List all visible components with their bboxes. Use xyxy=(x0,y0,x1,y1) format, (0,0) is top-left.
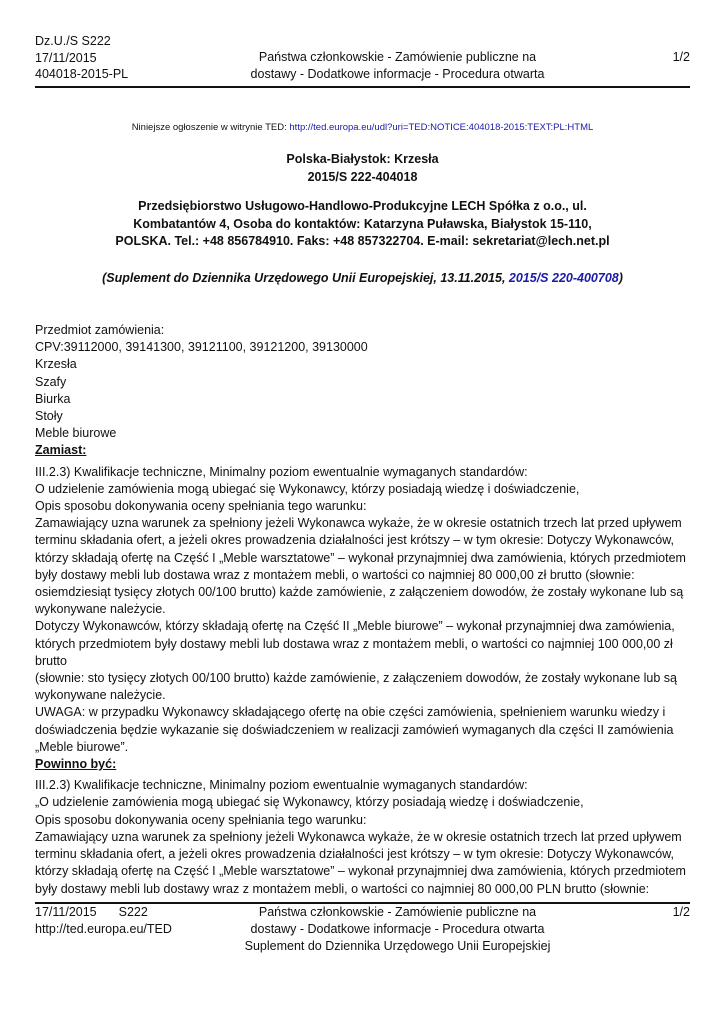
should-be-line: Zamawiający uzna warunek za spełniony jeżeli Wykonawca wykaże, że w okresie ostatnich trzech lat przed upływem xyxy=(35,829,682,844)
notice-title-line: Polska-Białystok: Krzesła xyxy=(286,152,439,166)
instead-line: III.2.3) Kwalifikacje techniczne, Minimalny poziom ewentualnie wymaganych standardów: xyxy=(35,464,528,479)
footer-center-line: Państwa członkowskie - Zamówienie publiczne na xyxy=(258,905,537,919)
supplement-text: (Suplement do Dziennika Urzędowego Unii Europejskiej, 13.11.2015, xyxy=(102,271,509,285)
journal-ref: Dz.U./S S222 xyxy=(35,34,111,48)
subject-section xyxy=(35,322,695,442)
subject-item: Szafy xyxy=(35,374,67,389)
instead-section xyxy=(35,464,695,756)
organization-line: Kombatantów 4, Osoba do kontaktów: Katarzyna Puławska, Białystok 15-110, xyxy=(133,216,592,231)
instead-line: wykonywane należycie. xyxy=(35,688,166,703)
instead-line: doświadczenia będzie wykazanie się doświadczeniem w realizacji zamówień wymaganych dla części II zamówienia xyxy=(35,722,674,737)
instead-line: terminu składania ofert, a jeżeli okres prowadzenia działalności jest krótszy – w tym okresie: Dotyczy Wykonawców, xyxy=(35,533,675,548)
instead-line: Zamawiający uzna warunek za spełniony jeżeli Wykonawca wykaże, że w okresie ostatnich trzech lat przed upływem xyxy=(35,516,682,531)
should-be-line: terminu składania ofert, a jeżeli okres prowadzenia działalności jest krótszy – w tym okresie: Dotyczy Wykonawców, xyxy=(35,847,675,862)
notice-id: 2015/S 222-404018 xyxy=(307,169,418,184)
organization-line: POLSKA. Tel.: +48 856784910. Faks: +48 857322704. E-mail: sekretariat@lech.net.pl xyxy=(115,234,610,248)
instead-line: których przedmiotem były dostawy mebli lub dostawa wraz z montażem mebli, o wartości co najmniej 100 000,00 zł brutto xyxy=(35,636,673,668)
cpv-codes: CPV:39112000, 39141300, 39121100, 39121200, 39130000 xyxy=(35,340,368,355)
subject-item: Meble biurowe xyxy=(35,426,117,441)
header-center-line: dostawy - Dodatkowe informacje - Procedura otwarta xyxy=(250,66,545,81)
instead-line: O udzielenie zamówienia mogą ubiegać się Wykonawcy, którzy posiadają wiedzę i doświadczenie, xyxy=(35,481,580,496)
header-page-number: 1/2 xyxy=(672,50,690,64)
instead-line: „Meble biurowe”. xyxy=(35,739,129,754)
instead-line: (słownie: sto tysięcy złotych 00/100 brutto) każde zamówienie, z załączeniem dowodów, że zostały wykonane lub są xyxy=(35,671,677,686)
should-be-heading: Powinno być: xyxy=(35,757,117,772)
footer-left xyxy=(35,904,172,938)
instead-line: wykonywane należycie. xyxy=(35,602,166,617)
should-be-line: III.2.3) Kwalifikacje techniczne, Minimalny poziom ewentualnie wymaganych standardów: xyxy=(35,778,528,793)
page-header xyxy=(0,0,725,90)
footer-center-line: dostawy - Dodatkowe informacje - Procedura otwarta xyxy=(250,922,545,936)
should-be-line: „O udzielenie zamówienia mogą ubiegać się Wykonawcy, którzy posiadają wiedzę i doświadczenie, xyxy=(35,795,584,810)
instead-line: którzy składają ofertę na Część I „Meble warsztatowe” – wykonał przynajmniej dwa zamówienia, których przedmiotem xyxy=(35,550,686,565)
subject-line: Przedmiot zamówienia: xyxy=(35,323,165,337)
header-date: 17/11/2015 xyxy=(35,50,97,65)
notice-body xyxy=(35,322,695,898)
should-be-line: którzy składają ofertę na Część I „Meble warsztatowe” – wykonał przynajmniej dwa zamówienia, których przedmiotem xyxy=(35,864,686,879)
header-center-line: Państwa członkowskie - Zamówienie publiczne na xyxy=(258,50,537,64)
footer-page-number: 1/2 xyxy=(672,905,690,919)
instead-line: osiemdziesiąt tysięcy złotych 00/100 brutto) każde zamówienie, z załączeniem dowodów, że zostały wykonane lub są xyxy=(35,585,684,600)
instead-line: były dostawy mebli lub dostawa wraz z montażem mebli, o wartości co najmniej 80 000,00 zł brutto (słownie: xyxy=(35,567,635,582)
notice-title xyxy=(35,151,690,186)
footer-date: 17/11/2015 xyxy=(35,905,97,919)
should-be-line: Opis sposobu dokonywania oceny spełniania tego warunku: xyxy=(35,812,367,827)
footer-center xyxy=(220,904,575,955)
header-divider xyxy=(35,86,690,88)
notice-number: 404018-2015-PL xyxy=(35,67,129,81)
footer-url: http://ted.europa.eu/TED xyxy=(35,922,172,936)
subject-item: Krzesła xyxy=(35,357,77,372)
ted-notice-link[interactable]: http://ted.europa.eu/udl?uri=TED:NOTICE:404018-2015:TEXT:PL:HTML xyxy=(289,122,594,133)
instead-line: Dotyczy Wykonawców, którzy składają ofertę na Część II „Meble biurowe” – wykonał przynajmniej dwa zamówienia, xyxy=(35,619,675,634)
should-be-section xyxy=(35,777,695,897)
header-center xyxy=(220,49,575,82)
supplement-close: ) xyxy=(618,271,623,285)
instead-heading: Zamiast: xyxy=(35,443,87,458)
ted-notice xyxy=(35,121,690,135)
supplement-reference xyxy=(35,270,690,288)
footer-supplement-number: S222 xyxy=(118,905,148,919)
subject-item: Biurka xyxy=(35,391,71,406)
supplement-link[interactable]: 2015/S 220-400708 xyxy=(508,271,619,285)
instead-line: Opis sposobu dokonywania oceny spełniania tego warunku: xyxy=(35,499,367,514)
subject-item: Stoły xyxy=(35,409,63,424)
ted-notice-prefix: Niniejsze ogłoszenie w witrynie TED: xyxy=(131,122,290,133)
footer-center-line: Suplement do Dziennika Urzędowego Unii Europejskiej xyxy=(244,939,551,953)
header-left xyxy=(35,33,128,83)
contracting-organization xyxy=(35,198,690,251)
organization-line: Przedsiębiorstwo Usługowo-Handlowo-Produkcyjne LECH Spółka z o.o., ul. xyxy=(138,199,587,213)
should-be-line: były dostawy mebli lub dostawy wraz z montażem mebli, o wartości co najmniej 80 000,00 PLN brutto (słownie: xyxy=(35,881,650,896)
instead-line: UWAGA: w przypadku Wykonawcy składającego ofertę na obie części zamówienia, spełnieniem warunku wiedzy i xyxy=(35,705,666,720)
